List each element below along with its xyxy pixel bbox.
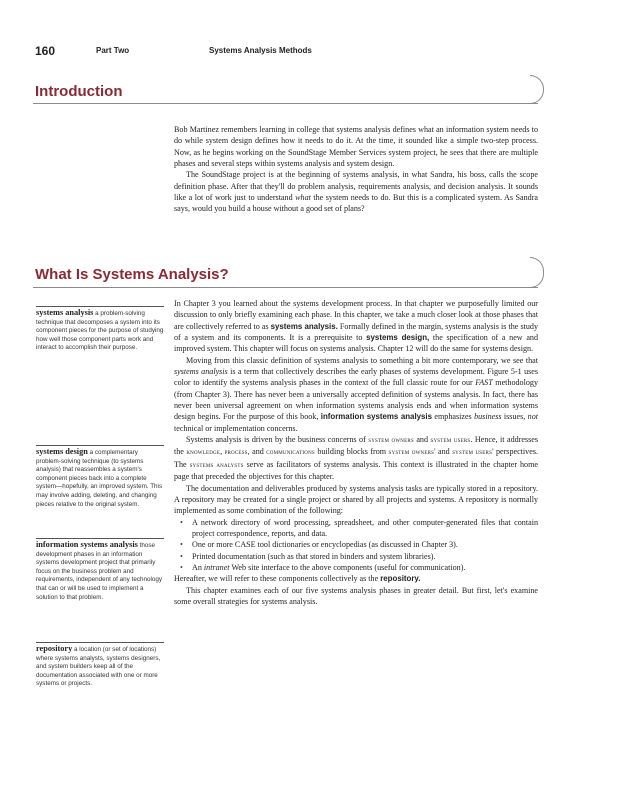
section-paragraph-3: Systems analysis is driven by the business concerns of system owners and system users. Hence, it addresses the knowledge, process, and communications building blocks from system owners' and system users' perspectives. The systems analysts serve as facilitators of systems analysis. This context is illustrated in the chapter home page that preceded the objectives for this chapter. — [174, 435, 539, 482]
section-heading: What Is Systems Analysis? — [35, 266, 229, 283]
section-divider — [33, 287, 538, 288]
margin-definition-text: a problem-solving technique that decomposes a system into its component pieces for the purpose of studying how well those component parts work and interact to accomplish their purpose. — [36, 310, 164, 352]
margin-definition-text: those development phases in an information systems development project that primarily focus on the business problem and requirements, independent of any technology that can or will be used to implement a solution to that problem. — [36, 542, 163, 601]
section-paragraph-2: Moving from this classic definition of systems analysis to something a bit more contemporary, we see that systems analysis is a term that collectively describes the early phases of systems development. Figure 5-1 uses color to identify the systems analysis phases in the context of the full classic route for our FAST methodology (from Chapter 3). There has never been a universally accepted definition of systems analysis. In fact, there has never been universal agreement on when information systems analysis ends and when information systems design begins. For the purpose of this book, information systems analysis emphasizes business issues, not technical or implementation concerns. — [174, 355, 539, 433]
page-number: 160 — [35, 44, 56, 58]
margin-definition-systems-analysis — [36, 309, 164, 353]
margin-definition-systems-design — [36, 448, 164, 509]
intro-paragraph-1: Bob Martinez remembers learning in college that systems analysis defines what an information system needs to do while system design defines how it needs to do it. At the time, it sounded like a simple two-step process. Now, as he begins working on the SoundStage Member Services system project, he sees that there are multiple phases and several steps within systems analysis and system design. — [174, 125, 538, 169]
section-divider-curve — [530, 257, 544, 288]
margin-rule — [36, 445, 164, 446]
book-title: Systems Analysis Methods — [209, 46, 312, 55]
margin-definition-repository — [36, 645, 164, 689]
introduction-divider-curve — [530, 75, 544, 104]
margin-term: systems design — [36, 447, 88, 456]
margin-definition-text: a complementary problem-solving technique (to systems analysis) that reassembles a system's component pieces back into a complete system—hopefully, an improved system. This may involve adding, deleting, and changing pieces relative to the original system. — [36, 449, 163, 508]
introduction-heading: Introduction — [35, 83, 123, 100]
section-paragraph-1: In Chapter 3 you learned about the systems development process. In that chapter we purposefully limited our discussion to only briefly examining each phase. In this chapter, we take a much closer look at those phases that are collectively referred to as systems analysis. Formally defined in the margin, systems analysis is the study of a system and its components. It is a prerequisite to systems design, the specification of a new and improved system. This chapter will focus on systems analysis. Chapter 12 will do the same for systems design. — [174, 299, 539, 354]
repository-component-list — [180, 517, 538, 574]
margin-term: systems analysis — [36, 308, 94, 317]
section-paragraph-6: This chapter examines each of our five systems analysis phases in greater detail. But first, let's examine some overall strategies for systems analysis. — [174, 585, 538, 606]
introduction-body — [174, 124, 538, 215]
intro-paragraph-2: The SoundStage project is at the beginning of systems analysis, in what Sandra, his boss, calls the scope definition phase. After that they'll do problem analysis, requirements analysis, and decision analysis. It sounds like a lot of work just to understand what the system needs to do. But this is a complicated system. As Sandra says, would you build a house without a good set of plans? — [174, 170, 538, 214]
margin-definition-information-systems-analysis — [36, 541, 164, 602]
margin-term: repository — [36, 644, 73, 653]
introduction-divider — [33, 103, 538, 104]
running-header — [35, 44, 595, 60]
list-item: • An intranet Web site interface to the above components (useful for communication). — [180, 562, 538, 573]
margin-definition-text: a location (or set of locations) where systems analysts, systems designers, and system builders keep all of the documentation associated with one or more systems or projects. — [36, 646, 161, 688]
margin-rule — [36, 306, 164, 307]
section-body — [174, 298, 538, 607]
list-item: • A network directory of word processing, spreadsheet, and other computer-generated files that contain project correspondence, reports, and data. — [180, 517, 538, 540]
list-item: • One or more CASE tool dictionaries or encyclopedias (as discussed in Chapter 3). — [180, 539, 538, 550]
section-paragraph-5: Hereafter, we will refer to these components collectively as the repository. — [174, 574, 421, 584]
part-label: Part Two — [96, 46, 130, 55]
list-item: • Printed documentation (such as that stored in binders and system libraries). — [180, 551, 538, 562]
section-paragraph-4: The documentation and deliverables produced by systems analysis tasks are typically stored in a repository. A repository may be created for a single project or shared by all projects and systems. A repository is normally implemented as some combination of the following: — [174, 483, 538, 516]
margin-term: information systems analysis — [36, 540, 138, 549]
margin-rule — [36, 538, 164, 539]
margin-rule — [36, 642, 164, 643]
